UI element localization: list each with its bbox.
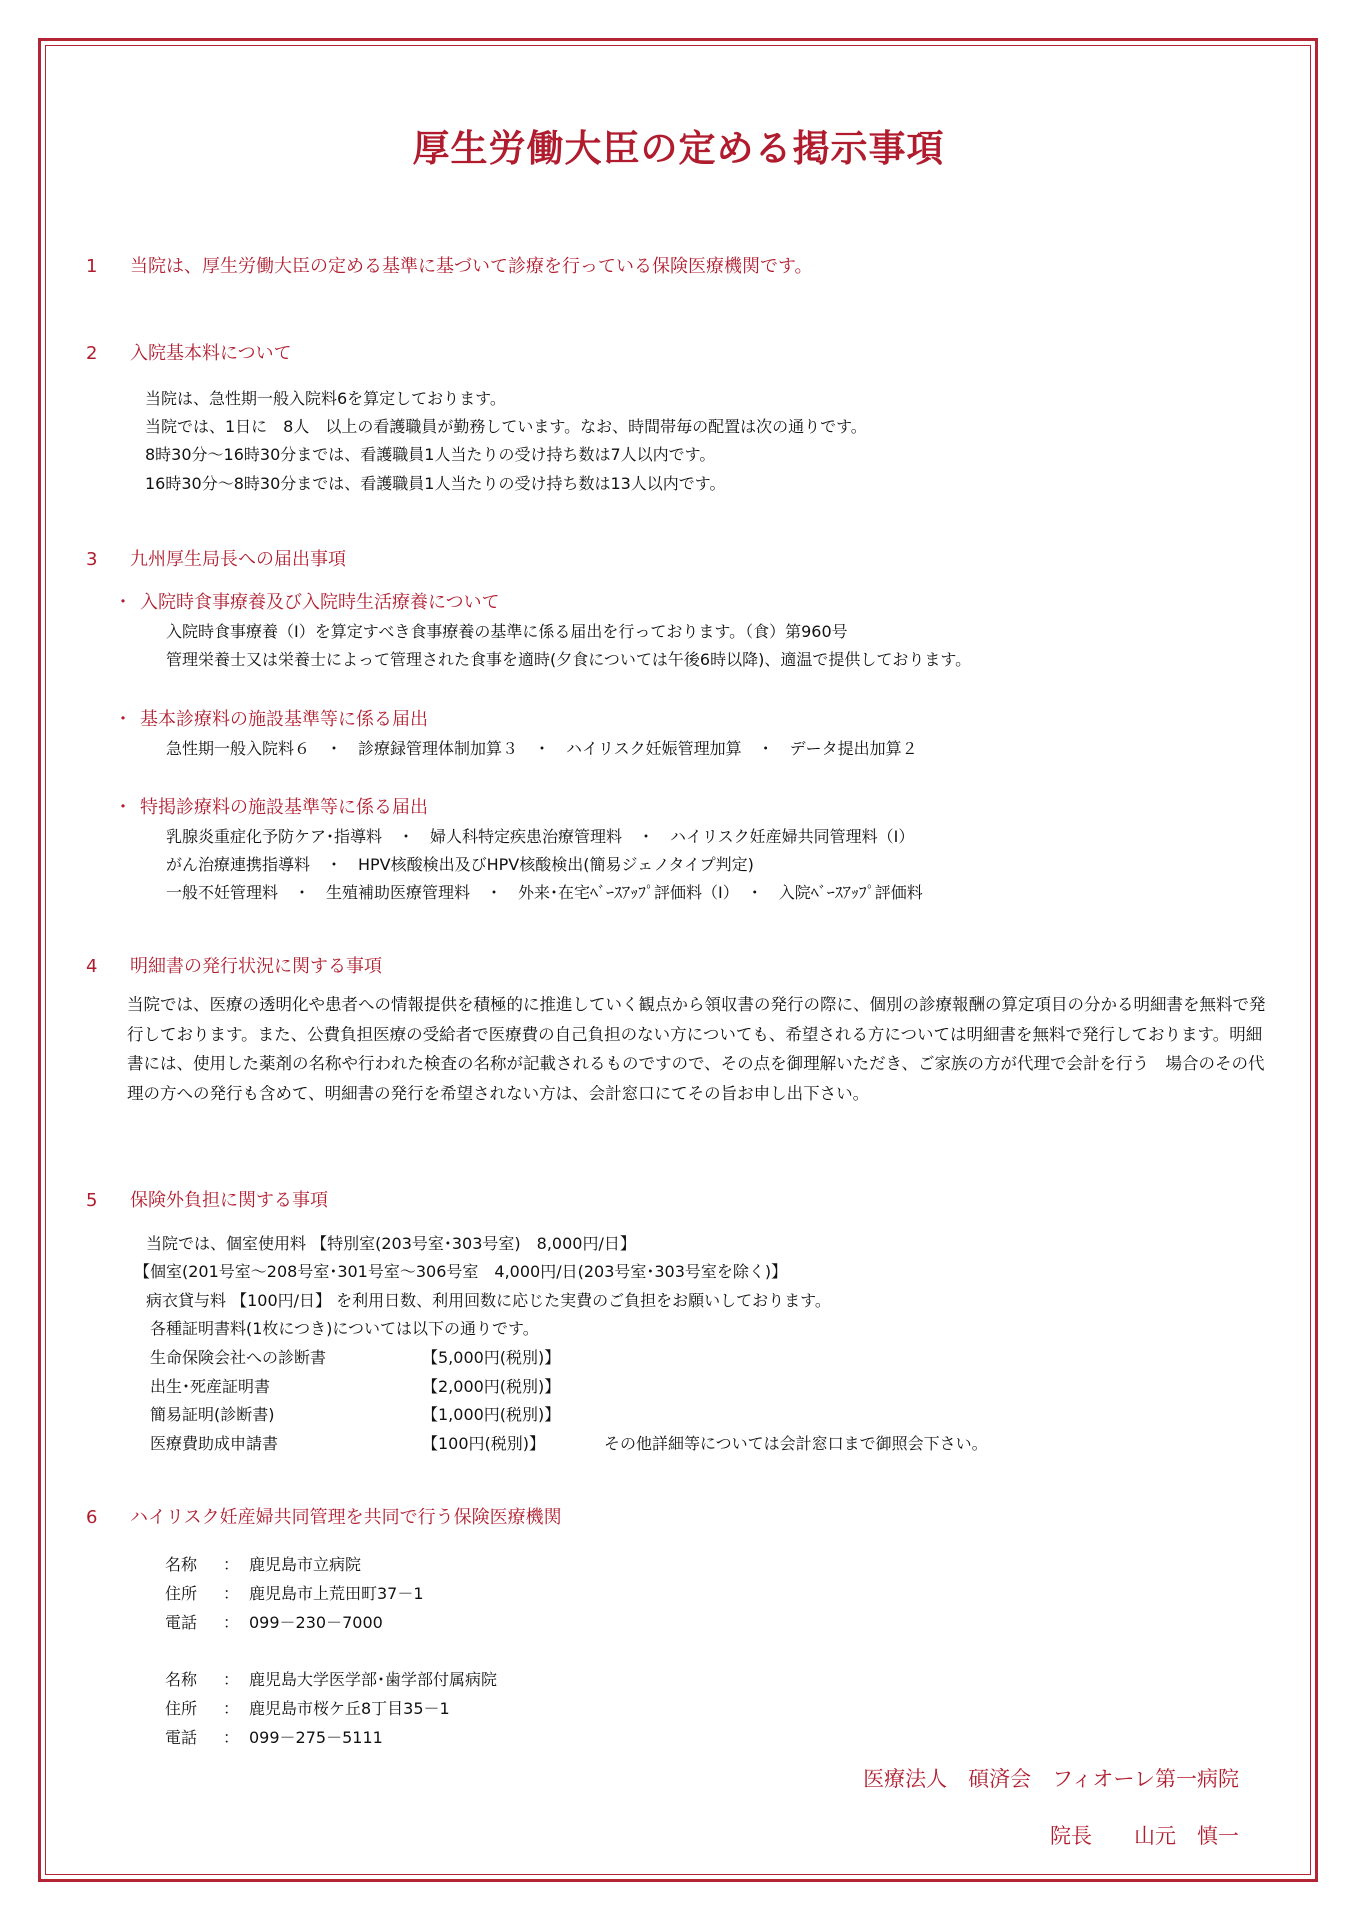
subsection-title: 基本診療料の施設基準等に係る届出 [140, 709, 428, 730]
institution-address-row [165, 1696, 450, 1719]
fee-row [150, 1402, 604, 1425]
organization-name: 医療法人 碩済会 フィオーレ第一病院 [863, 1767, 1239, 1791]
text-line: 16時30分～8時30分までは、看護職員1人当たりの受け持ち数は13人以内です。 [145, 474, 726, 493]
section-3-heading [86, 545, 346, 571]
separator: ： [223, 1670, 240, 1689]
text-line: 各種証明書料(1枚につき)については以下の通りです。 [150, 1319, 539, 1338]
separator: ： [223, 1728, 240, 1747]
section-number: 6 [86, 1507, 98, 1528]
section-6-title: ハイリスク妊産婦共同管理を共同で行う保険医療機関 [130, 1507, 562, 1528]
institution-phone: 099－230－7000 [249, 1613, 383, 1632]
section-4-heading [86, 952, 382, 978]
subsection-heading [114, 793, 428, 819]
section-2-heading [86, 339, 292, 365]
text-line: 入院時食事療養（Ⅰ）を算定すべき食事療養の基準に係る届出を行っております。（食）第960号 [166, 622, 848, 641]
section-number: 3 [86, 549, 98, 570]
section-1 [86, 252, 813, 278]
section-2-title: 入院基本料について [130, 343, 292, 364]
fee-name: 出生･死産証明書 [150, 1377, 271, 1396]
fee-row [150, 1431, 988, 1454]
fee-row [150, 1345, 604, 1368]
bullet: ・ [114, 592, 132, 613]
text-line: 急性期一般入院料６ ・ 診療録管理体制加算３ ・ ハイリスク妊娠管理加算 ・ データ提出加算２ [166, 739, 918, 758]
separator: ： [223, 1584, 240, 1603]
text-line: 一般不妊管理料 ・ 生殖補助医療管理料 ・ 外来･在宅ﾍﾞｰｽｱｯﾌﾟ評価料（Ⅰ） ・ 入院ﾍﾞｰｽｱｯﾌﾟ評価料 [166, 883, 923, 902]
text-line: 当院では、1日に 8人 以上の看護職員が勤務しています。なお、時間帯毎の配置は次の通りです。 [145, 417, 867, 436]
section-3-title: 九州厚生局長への届出事項 [130, 549, 346, 570]
institution-address: 鹿児島市桜ケ丘8丁目35－1 [249, 1699, 450, 1718]
subsection-heading [114, 588, 500, 614]
address-label: 住所 [165, 1584, 198, 1603]
bullet: ・ [114, 797, 132, 818]
separator: ： [223, 1699, 240, 1718]
fee-row [150, 1374, 604, 1397]
fee-price: 【2,000円(税別)】 [422, 1377, 561, 1396]
name-label: 名称 [165, 1555, 198, 1574]
fee-price: 【5,000円(税別)】 [422, 1348, 561, 1367]
page-title: 厚生労働大臣の定める掲示事項 [412, 127, 945, 170]
address-label: 住所 [165, 1699, 198, 1718]
bullet: ・ [114, 709, 132, 730]
fee-note: その他詳細等については会計窓口まで御照会下さい。 [604, 1434, 988, 1453]
director-signature: 院長 山元 慎一 [1050, 1824, 1239, 1848]
text-line: 【個室(201号室～208号室･301号室～306号室 4,000円/日(203号室･303号室を除く)】 [134, 1262, 788, 1281]
institution-name: 鹿児島市立病院 [249, 1555, 362, 1574]
fee-price: 【1,000円(税別)】 [422, 1405, 561, 1424]
name-label: 名称 [165, 1670, 198, 1689]
institution-address-row [165, 1581, 424, 1604]
section-6-heading [86, 1503, 562, 1529]
section-5-title: 保険外負担に関する事項 [130, 1190, 328, 1211]
phone-label: 電話 [165, 1728, 198, 1747]
section-number: 4 [86, 956, 98, 977]
separator: ： [223, 1555, 240, 1574]
section-number: 1 [86, 256, 98, 277]
text-line: がん治療連携指導料 ・ HPV核酸検出及びHPV核酸検出(簡易ジェノタイプ判定) [166, 855, 754, 874]
institution-name-row [165, 1552, 361, 1575]
text-line: 病衣貸与料 【100円/日】 を利用日数、利用回数に応じた実費のご負担をお願いしております。 [146, 1291, 831, 1310]
text-line: 当院は、急性期一般入院料6を算定しております。 [145, 389, 506, 408]
institution-phone: 099－275－5111 [249, 1728, 383, 1747]
fee-name: 医療費助成申請書 [150, 1434, 279, 1453]
fee-name: 生命保険会社への診断書 [150, 1348, 327, 1367]
section-number: 2 [86, 343, 98, 364]
section-1-text: 当院は、厚生労働大臣の定める基準に基づいて診療を行っている保険医療機関です。 [130, 256, 813, 277]
text-line: 当院では、個室使用料 【特別室(203号室･303号室) 8,000円/日】 [146, 1234, 636, 1253]
text-line: 乳腺炎重症化予防ケア･指導料 ・ 婦人科特定疾患治療管理料 ・ ハイリスク妊産婦共同管理料（Ⅰ） [166, 827, 915, 846]
section-5-heading [86, 1186, 328, 1212]
statement-paragraph: 当院では、医療の透明化や患者への情報提供を積極的に推進していく観点から領収書の発行の際に、個別の診療報酬の算定項目の分かる明細書を無料で発行しております。また、公費負担医療の受給者で医療費の自己負担のない方についても、希望される方については明細書を無料で発行しております。明細書には、使用した薬剤の名称や行われた検査の名称が記載されるものですので、その点を御理解いただき、ご家族の方が代理で会計を行う 場合のその代理の方への発行も含めて、明細書の発行を希望されない方は、会計窓口にてその旨お申し出下さい。 [127, 995, 1266, 1103]
section-4-title: 明細書の発行状況に関する事項 [130, 956, 382, 977]
institution-name: 鹿児島大学医学部･歯学部付属病院 [249, 1670, 498, 1689]
separator: ： [223, 1613, 240, 1632]
institution-address: 鹿児島市上荒田町37－1 [249, 1584, 424, 1603]
fee-name: 簡易証明(診断書) [150, 1405, 275, 1424]
section-number: 5 [86, 1190, 98, 1211]
phone-label: 電話 [165, 1613, 198, 1632]
institution-phone-row [165, 1610, 383, 1633]
fee-price: 【100円(税別)】 [422, 1434, 546, 1453]
subsection-title: 入院時食事療養及び入院時生活療養について [140, 592, 500, 613]
subsection-title: 特掲診療料の施設基準等に係る届出 [140, 797, 428, 818]
institution-phone-row [165, 1725, 383, 1748]
text-line: 8時30分～16時30分までは、看護職員1人当たりの受け持ち数は7人以内です。 [145, 445, 716, 464]
text-line: 管理栄養士又は栄養士によって管理された食事を適時(夕食については午後6時以降)、適温で提供しております。 [166, 650, 972, 669]
institution-name-row [165, 1667, 497, 1690]
subsection-heading [114, 705, 428, 731]
